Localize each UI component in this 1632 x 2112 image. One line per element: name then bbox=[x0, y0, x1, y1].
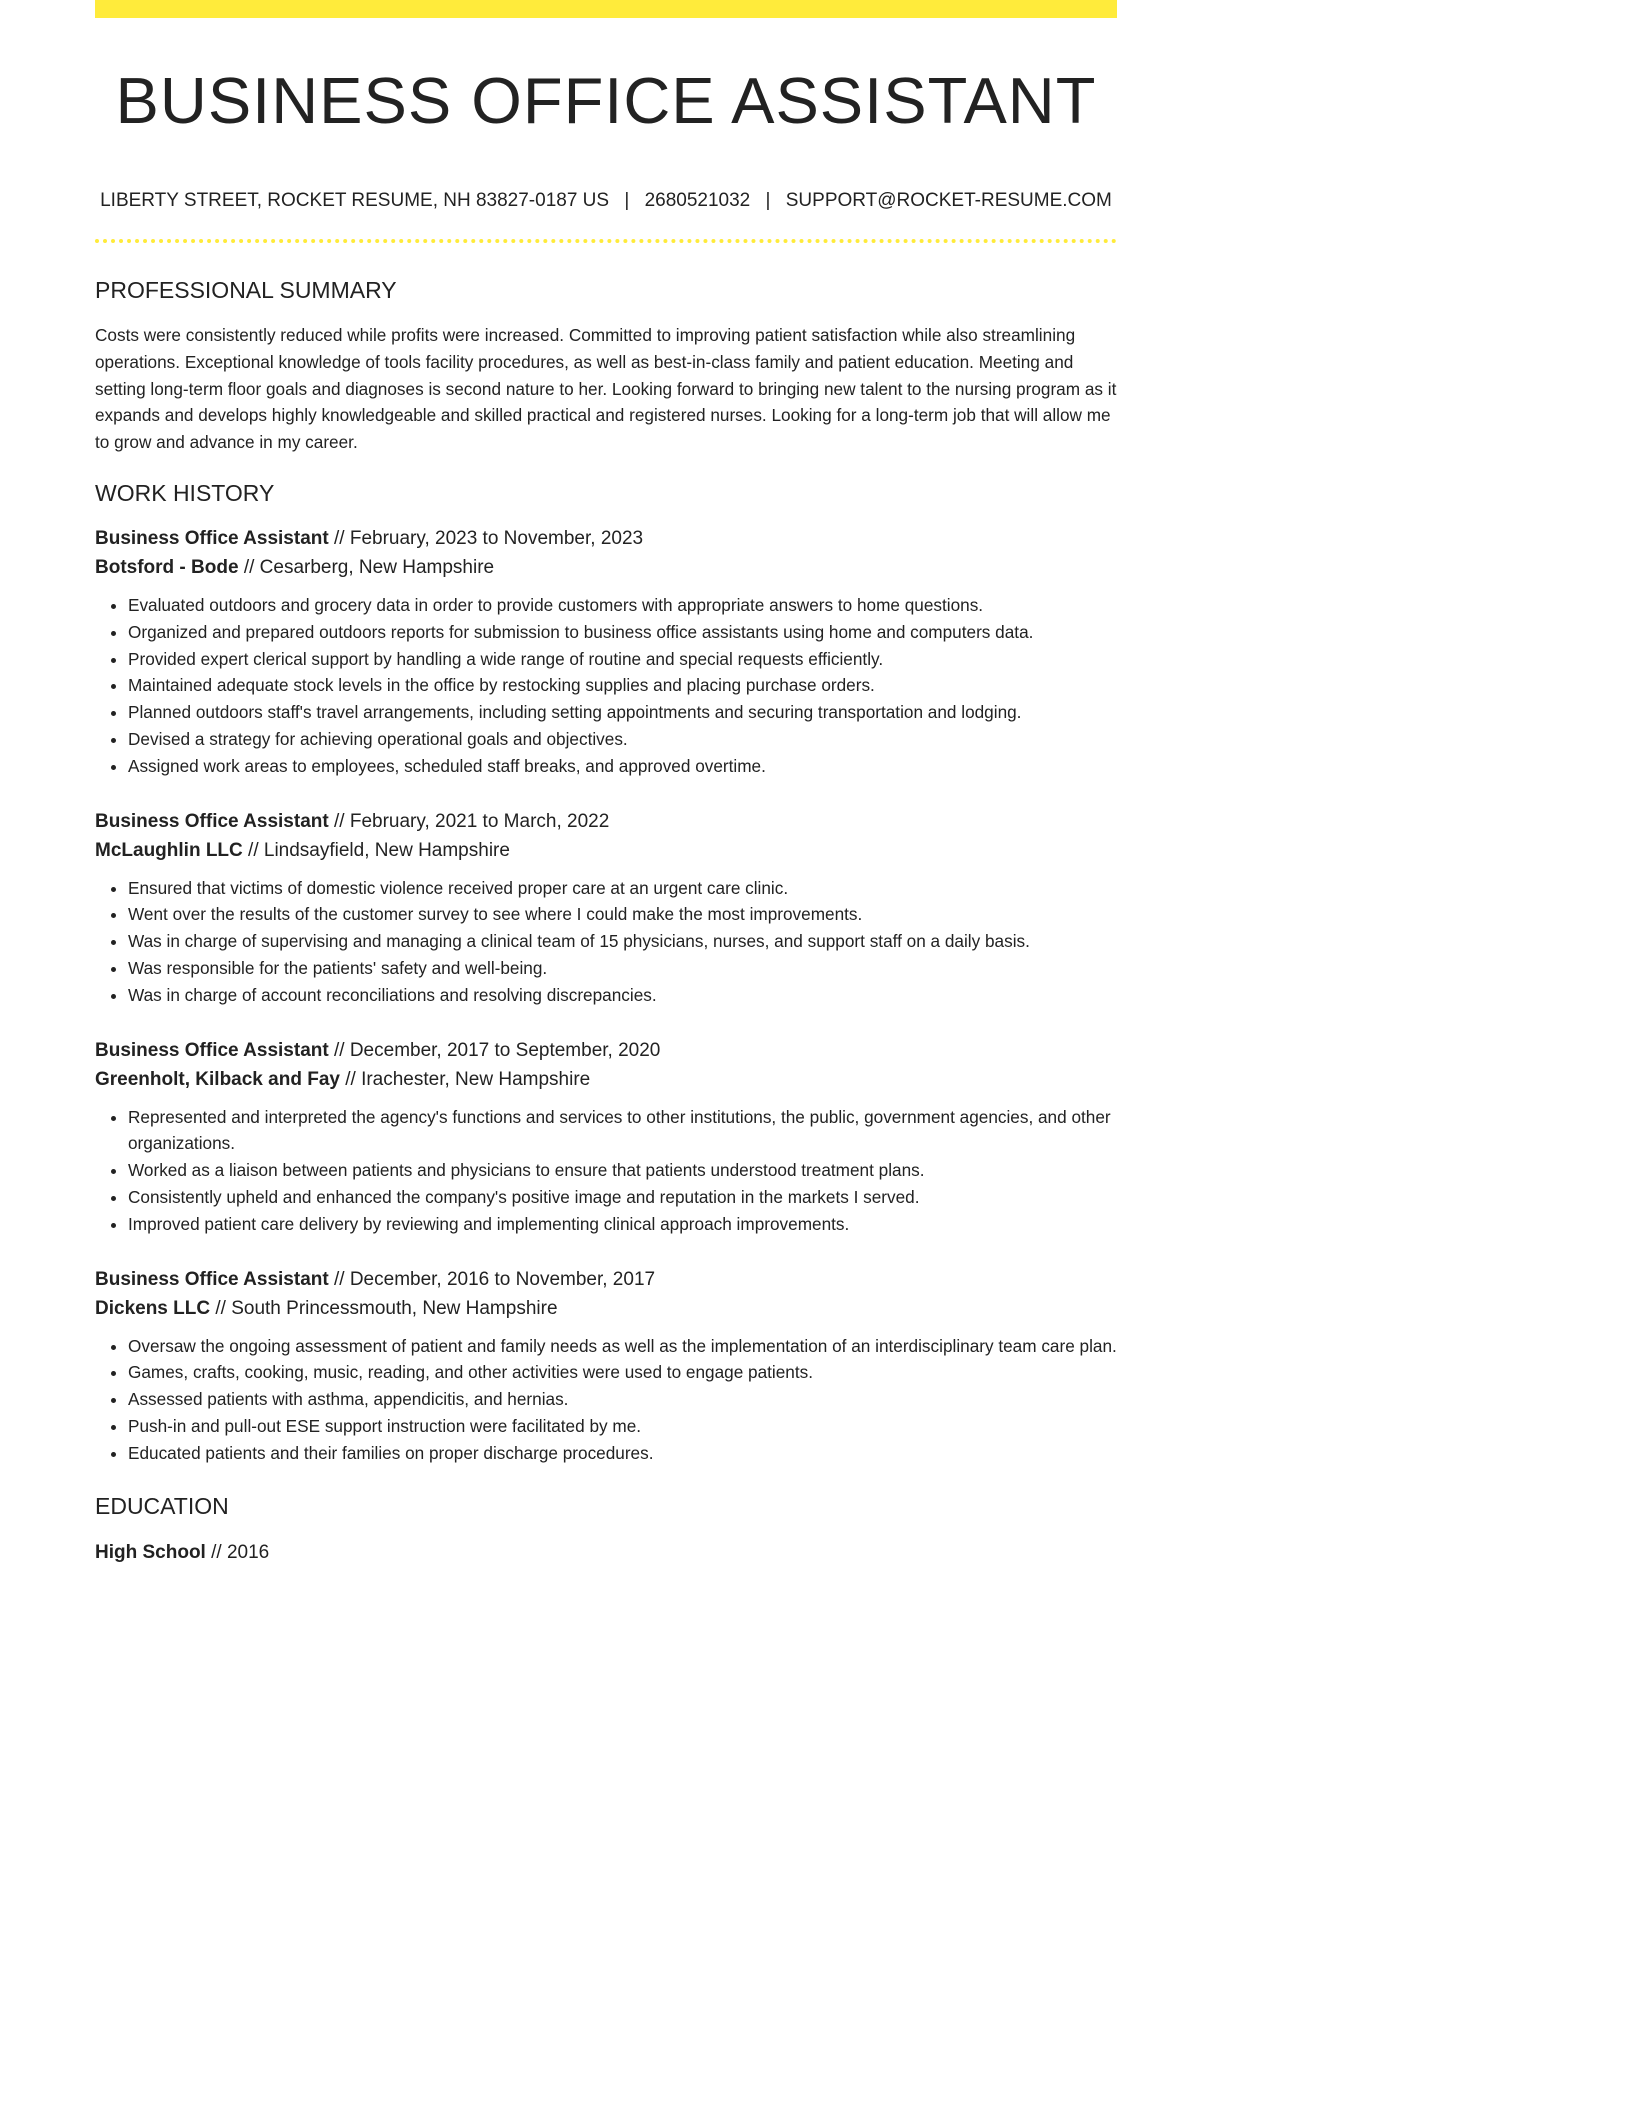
job-bullet: • Devised a strategy for achieving operational goals and objectives. bbox=[128, 726, 1117, 753]
job-bullets bbox=[95, 1333, 1117, 1467]
job-title-line bbox=[95, 1265, 1117, 1294]
job-entry bbox=[95, 807, 1117, 1009]
job-dates: // December, 2016 to November, 2017 bbox=[328, 1268, 656, 1290]
job-company: Greenholt, Kilback and Fay bbox=[95, 1068, 340, 1090]
job-entry bbox=[95, 1265, 1117, 1467]
job-company: McLaughlin LLC bbox=[95, 839, 243, 861]
job-bullet: • Games, crafts, cooking, music, reading, and other activities were used to engage patients. bbox=[128, 1359, 1117, 1386]
education-list bbox=[95, 1538, 1117, 1567]
work-history-list bbox=[95, 524, 1117, 1467]
work-history-heading: WORK HISTORY bbox=[95, 479, 275, 506]
job-title: Business Office Assistant bbox=[95, 1268, 329, 1290]
job-location: // South Princessmouth, New Hampshire bbox=[210, 1297, 558, 1319]
contact-address: LIBERTY STREET, ROCKET RESUME, NH 83827-0187 US bbox=[100, 190, 610, 211]
job-bullet: • Push-in and pull-out ESE support instruction were facilitated by me. bbox=[128, 1413, 1117, 1440]
job-bullet: • Went over the results of the customer survey to see where I could make the most improvements. bbox=[128, 901, 1117, 928]
education-heading: EDUCATION bbox=[95, 1492, 229, 1519]
job-title: Business Office Assistant bbox=[95, 1039, 329, 1061]
job-bullets bbox=[95, 875, 1117, 1009]
job-bullet: • Evaluated outdoors and grocery data in order to provide customers with appropriate answers to home questions. bbox=[128, 592, 1117, 619]
job-entry bbox=[95, 524, 1117, 780]
job-bullet: • Planned outdoors staff's travel arrangements, including setting appointments and securing transportation and lodging. bbox=[128, 699, 1117, 726]
job-company: Botsford - Bode bbox=[95, 556, 239, 578]
resume-page bbox=[95, 0, 1117, 1567]
job-company-line bbox=[95, 836, 1117, 865]
job-bullet: • Was responsible for the patients' safety and well-being. bbox=[128, 955, 1117, 982]
education-year: // 2016 bbox=[205, 1541, 270, 1563]
job-dates: // February, 2023 to November, 2023 bbox=[328, 527, 644, 549]
contact-phone: 2680521032 bbox=[644, 190, 751, 211]
job-company-line bbox=[95, 1294, 1117, 1323]
summary-text: Costs were consistently reduced while profits were increased. Committed to improving patient satisfaction while also streamlining operations. Exceptional knowledge of tools facility procedures, as well as best-in-class family and patient education. Meeting and setting long-term floor goals and diagnoses is second nature to her. Looking forward to bringing new talent to the nursing program as it expands and develops highly knowledgeable and skilled practical and registered nurses. Looking for a long-term job that will allow me to grow and advance in my career. bbox=[95, 325, 1117, 453]
dotted-divider bbox=[95, 239, 1117, 243]
contact-email: SUPPORT@ROCKET-RESUME.COM bbox=[785, 190, 1112, 211]
contact-line bbox=[95, 188, 1117, 214]
resume-title: BUSINESS OFFICE ASSISTANT bbox=[115, 64, 1097, 137]
job-bullet: • Oversaw the ongoing assessment of patient and family needs as well as the implementation of an interdisciplinary team care plan. bbox=[128, 1333, 1117, 1360]
job-bullet: • Was in charge of supervising and managing a clinical team of 15 physicians, nurses, and support staff on a daily basis. bbox=[128, 928, 1117, 955]
job-bullet: • Provided expert clerical support by handling a wide range of routine and special requests efficiently. bbox=[128, 646, 1117, 673]
job-dates: // February, 2021 to March, 2022 bbox=[328, 810, 610, 832]
job-bullet: • Was in charge of account reconciliations and resolving discrepancies. bbox=[128, 982, 1117, 1009]
job-title-line bbox=[95, 807, 1117, 836]
job-company: Dickens LLC bbox=[95, 1297, 211, 1319]
top-accent-bar bbox=[95, 0, 1117, 18]
job-bullets bbox=[95, 1104, 1117, 1238]
job-company-line bbox=[95, 553, 1117, 582]
job-title: Business Office Assistant bbox=[95, 527, 329, 549]
summary-heading: PROFESSIONAL SUMMARY bbox=[95, 277, 397, 303]
job-bullet: • Consistently upheld and enhanced the company's positive image and reputation in the markets I served. bbox=[128, 1184, 1117, 1211]
job-title-line bbox=[95, 524, 1117, 553]
job-location: // Irachester, New Hampshire bbox=[339, 1068, 591, 1090]
job-bullet: • Represented and interpreted the agency's functions and services to other institutions, the public, government agencies, and other organizations. bbox=[128, 1104, 1117, 1158]
contact-separator: | bbox=[624, 190, 630, 211]
education-school: High School bbox=[95, 1541, 206, 1563]
job-bullet: • Assessed patients with asthma, appendicitis, and hernias. bbox=[128, 1386, 1117, 1413]
job-title-line bbox=[95, 1036, 1117, 1065]
job-bullet: • Organized and prepared outdoors reports for submission to business office assistants using home and computers data. bbox=[128, 619, 1117, 646]
job-title: Business Office Assistant bbox=[95, 810, 329, 832]
education-entry bbox=[95, 1538, 1117, 1567]
job-entry bbox=[95, 1036, 1117, 1238]
job-bullet: • Maintained adequate stock levels in the office by restocking supplies and placing purchase orders. bbox=[128, 672, 1117, 699]
job-location: // Lindsayfield, New Hampshire bbox=[242, 839, 510, 861]
job-dates: // December, 2017 to September, 2020 bbox=[328, 1039, 661, 1061]
job-bullet: • Ensured that victims of domestic violence received proper care at an urgent care clinic. bbox=[128, 875, 1117, 902]
job-bullet: • Improved patient care delivery by reviewing and implementing clinical approach improvements. bbox=[128, 1211, 1117, 1238]
job-company-line bbox=[95, 1065, 1117, 1094]
job-bullet: • Assigned work areas to employees, scheduled staff breaks, and approved overtime. bbox=[128, 753, 1117, 780]
job-bullet: • Educated patients and their families on proper discharge procedures. bbox=[128, 1440, 1117, 1467]
job-bullet: • Worked as a liaison between patients and physicians to ensure that patients understood treatment plans. bbox=[128, 1157, 1117, 1184]
job-bullets bbox=[95, 592, 1117, 780]
job-location: // Cesarberg, New Hampshire bbox=[238, 556, 495, 578]
contact-separator: | bbox=[765, 190, 771, 211]
